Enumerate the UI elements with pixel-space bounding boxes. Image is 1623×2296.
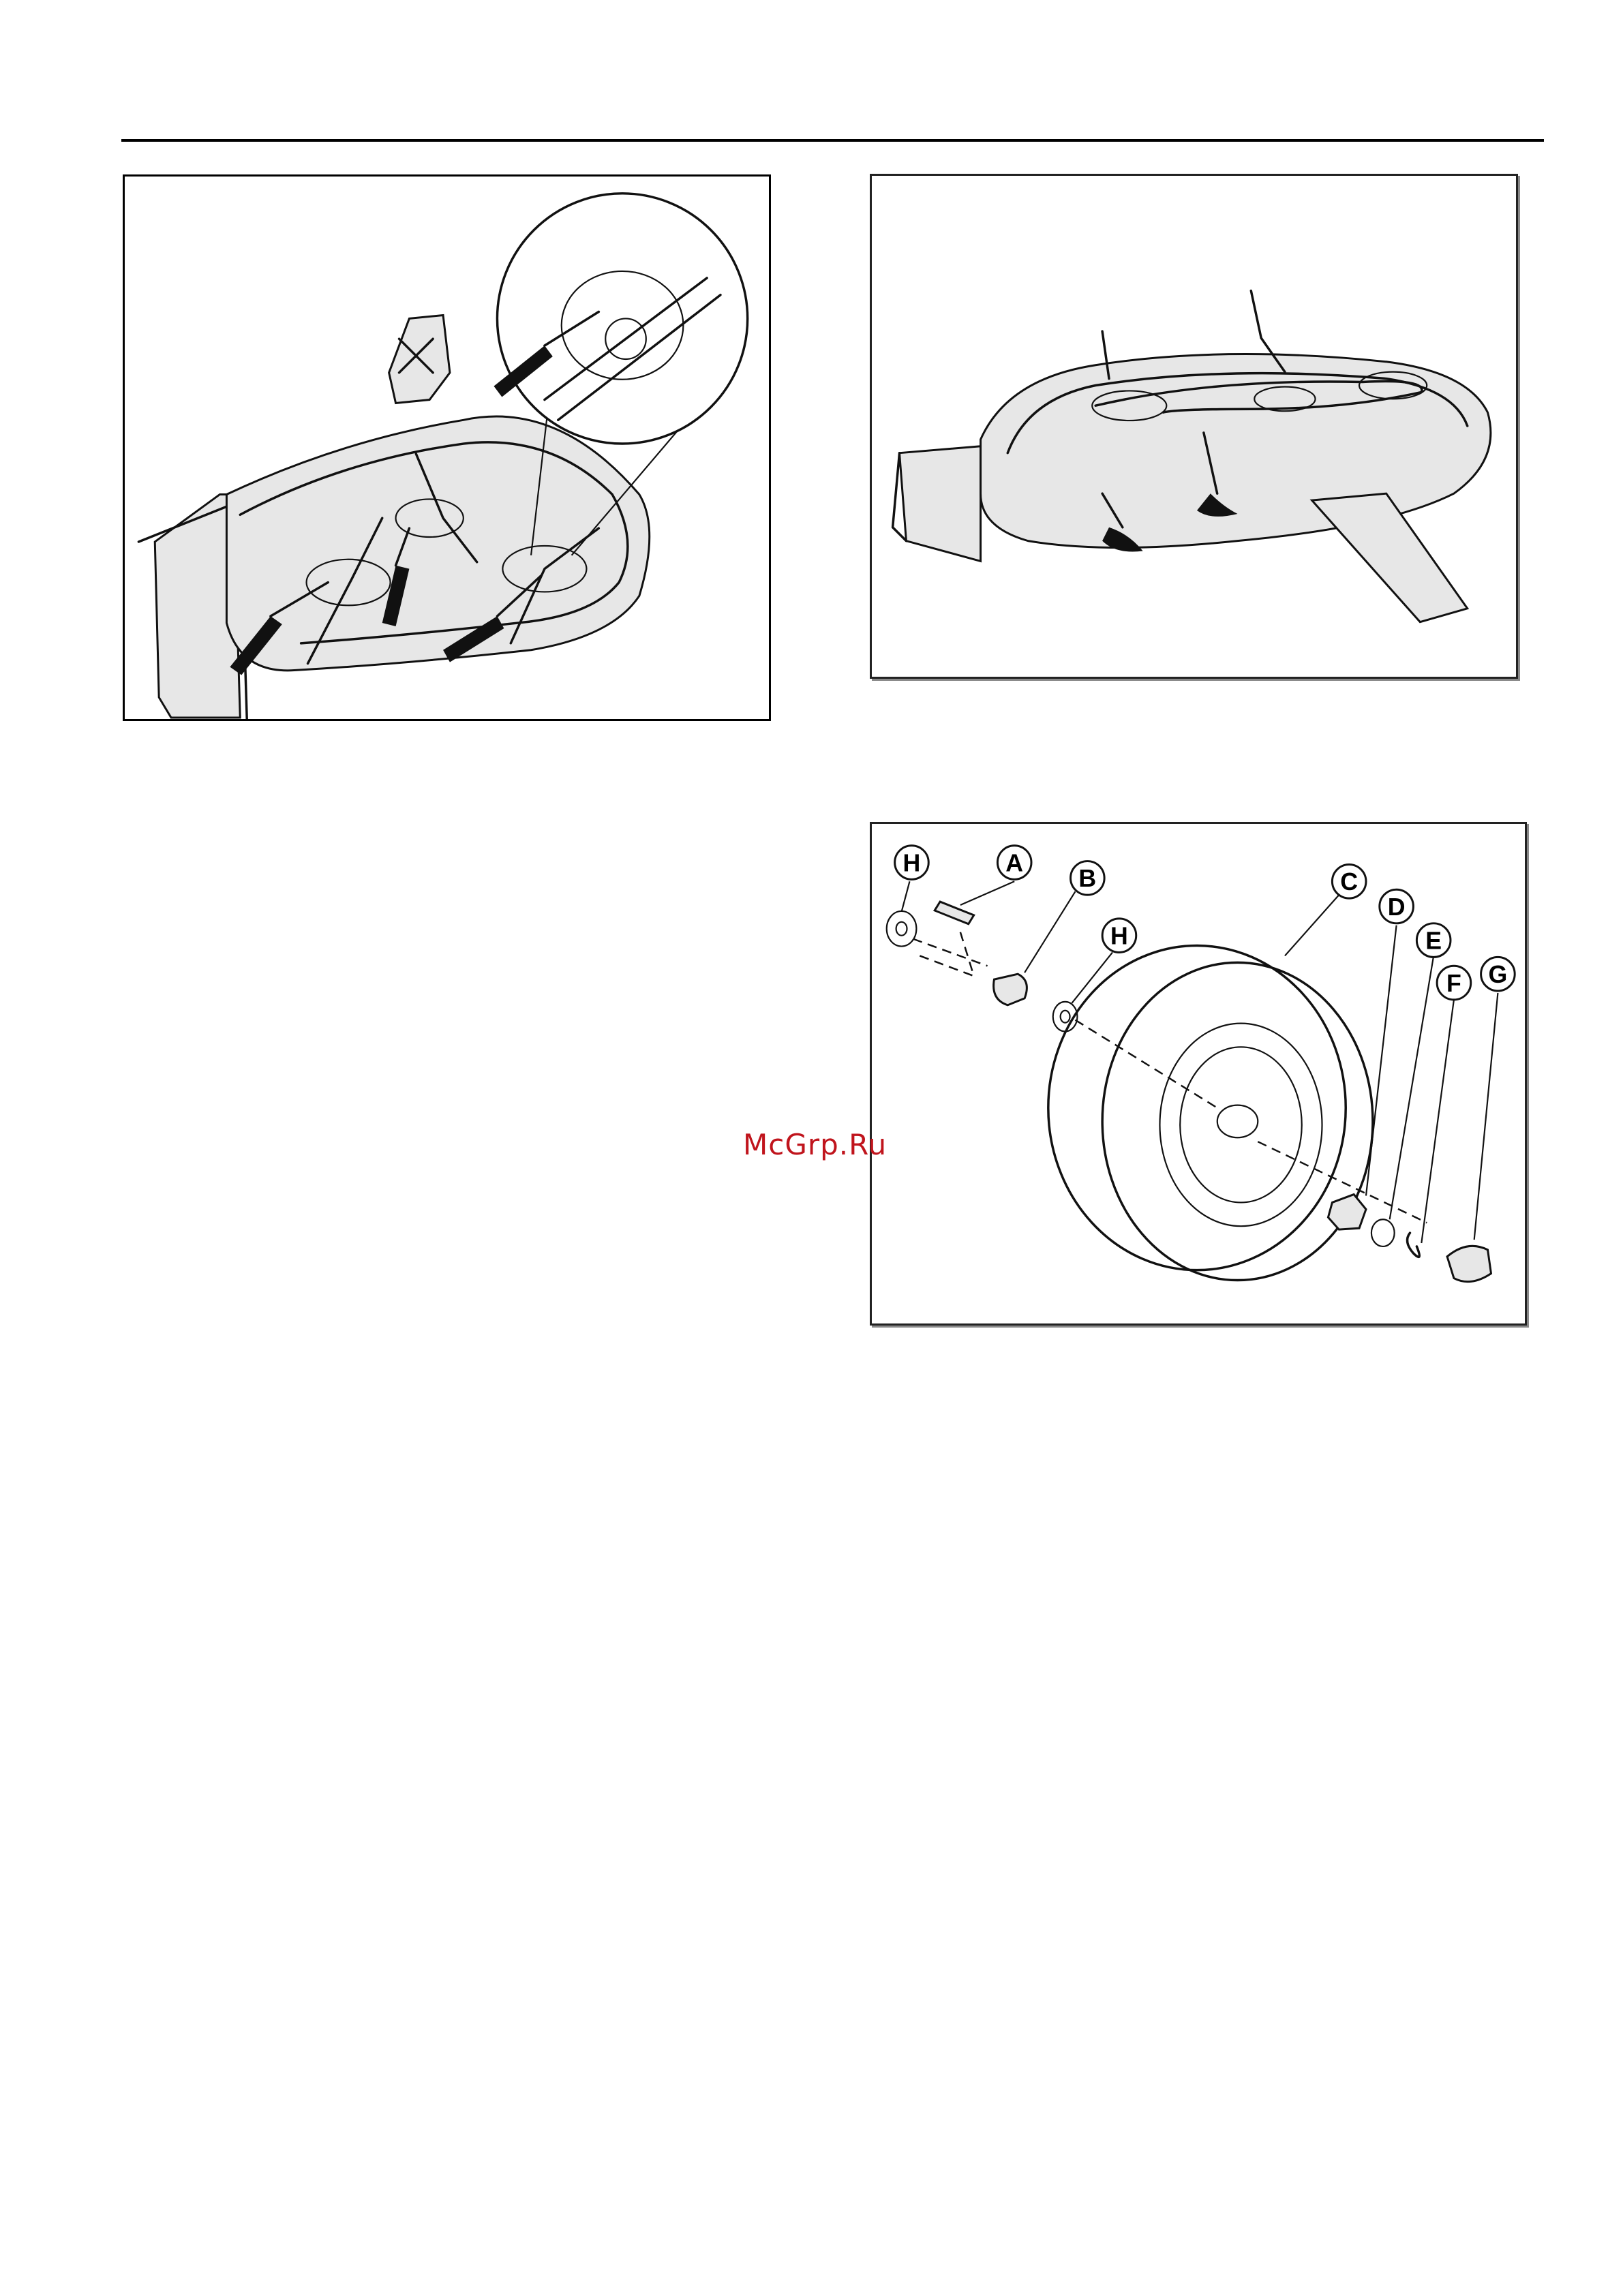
svg-text:E: E <box>1425 927 1442 955</box>
callout-h-2 <box>1102 919 1136 953</box>
nut-d <box>1328 1195 1366 1230</box>
svg-text:H: H <box>1110 922 1128 950</box>
key-a <box>935 902 974 924</box>
deck-belt-illustration <box>872 176 1516 677</box>
tire-c <box>1048 946 1346 1270</box>
figure-blade-housing <box>123 174 771 721</box>
svg-text:A: A <box>1005 849 1024 877</box>
figure-wheel-assembly <box>870 822 1527 1326</box>
callout-h-1 <box>895 846 929 880</box>
svg-text:D: D <box>1387 893 1406 921</box>
callout-c <box>1332 865 1366 899</box>
clip-f <box>1407 1233 1419 1257</box>
callout-d <box>1380 889 1414 923</box>
bushing-b <box>994 974 1027 1005</box>
svg-text:C: C <box>1340 868 1359 896</box>
callout-e <box>1416 923 1451 958</box>
figure-deck-belt <box>870 174 1518 679</box>
blade-housing-illustration <box>125 177 769 719</box>
svg-text:B: B <box>1078 865 1097 893</box>
svg-text:H: H <box>902 849 921 877</box>
svg-text:F: F <box>1446 969 1461 997</box>
callout-g <box>1481 957 1515 991</box>
wheel-exploded-illustration <box>872 824 1525 1323</box>
washer-h-left <box>887 911 917 947</box>
svg-text:G: G <box>1488 961 1508 989</box>
cap-g <box>1447 1246 1491 1281</box>
callout-a <box>997 846 1031 880</box>
watermark: McGrp.Ru <box>743 1128 888 1161</box>
callout-f <box>1437 966 1471 1000</box>
callout-b <box>1071 861 1105 896</box>
washer-e <box>1371 1219 1395 1246</box>
header-rule <box>121 139 1544 142</box>
